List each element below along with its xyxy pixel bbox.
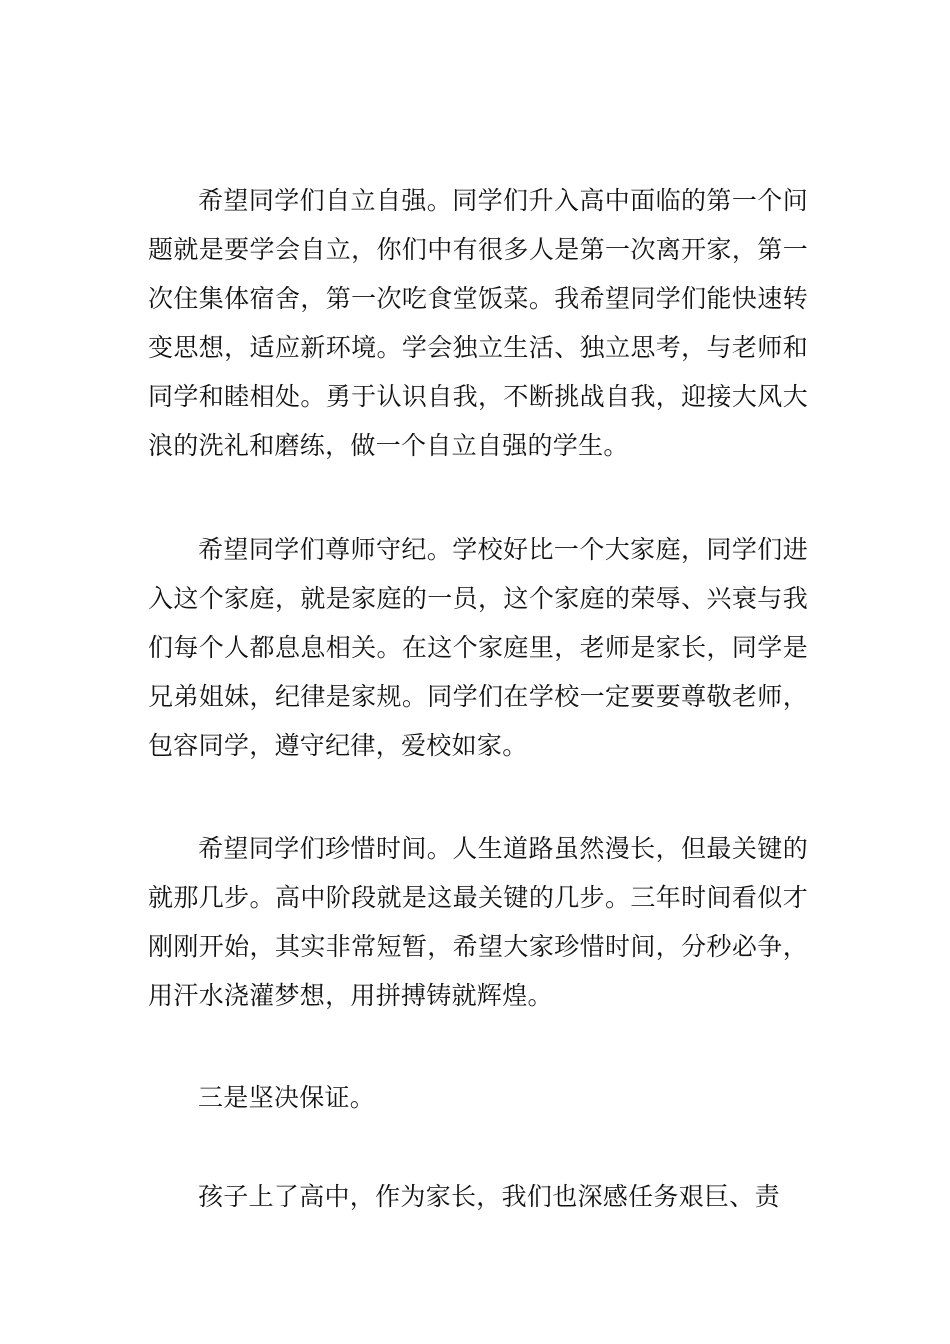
paragraph-cherish-time: 希望同学们珍惜时间。人生道路虽然漫长，但最关键的就那几步。高中阶段就是这最关键的几步。三年时间看似才刚刚开始，其实非常短暂，希望大家珍惜时间，分秒必争，用汗水浇灌梦想，用拼搏铸就辉煌。 (148, 834, 808, 1010)
paragraph-resolute-guarantee: 三是坚决保证。 (198, 1083, 376, 1112)
paragraph-self-reliance: 希望同学们自立自强。同学们升入高中面临的第一个问题就是要学会自立，你们中有很多人是第一次离开家，第一次住集体宿舍，第一次吃食堂饭菜。我希望同学们能快速转变思想，适应新环境。学会独立生活、独立思考，与老师和同学和睦相处。勇于认识自我，不断挑战自我，迎接大风大浪的洗礼和磨练，做一个自立自强的学生。 (148, 186, 808, 460)
paragraph-respect-discipline: 希望同学们尊师守纪。学校好比一个大家庭，同学们进入这个家庭，就是家庭的一员，这个家庭的荣辱、兴衰与我们每个人都息息相关。在这个家庭里，老师是家长，同学是兄弟姐妹，纪律是家规。同学们在学校一定要要尊敬老师，包容同学，遵守纪律，爱校如家。 (148, 535, 808, 760)
paragraph-parents-responsibility: 孩子上了高中，作为家长，我们也深感任务艰巨、责 (198, 1182, 780, 1211)
